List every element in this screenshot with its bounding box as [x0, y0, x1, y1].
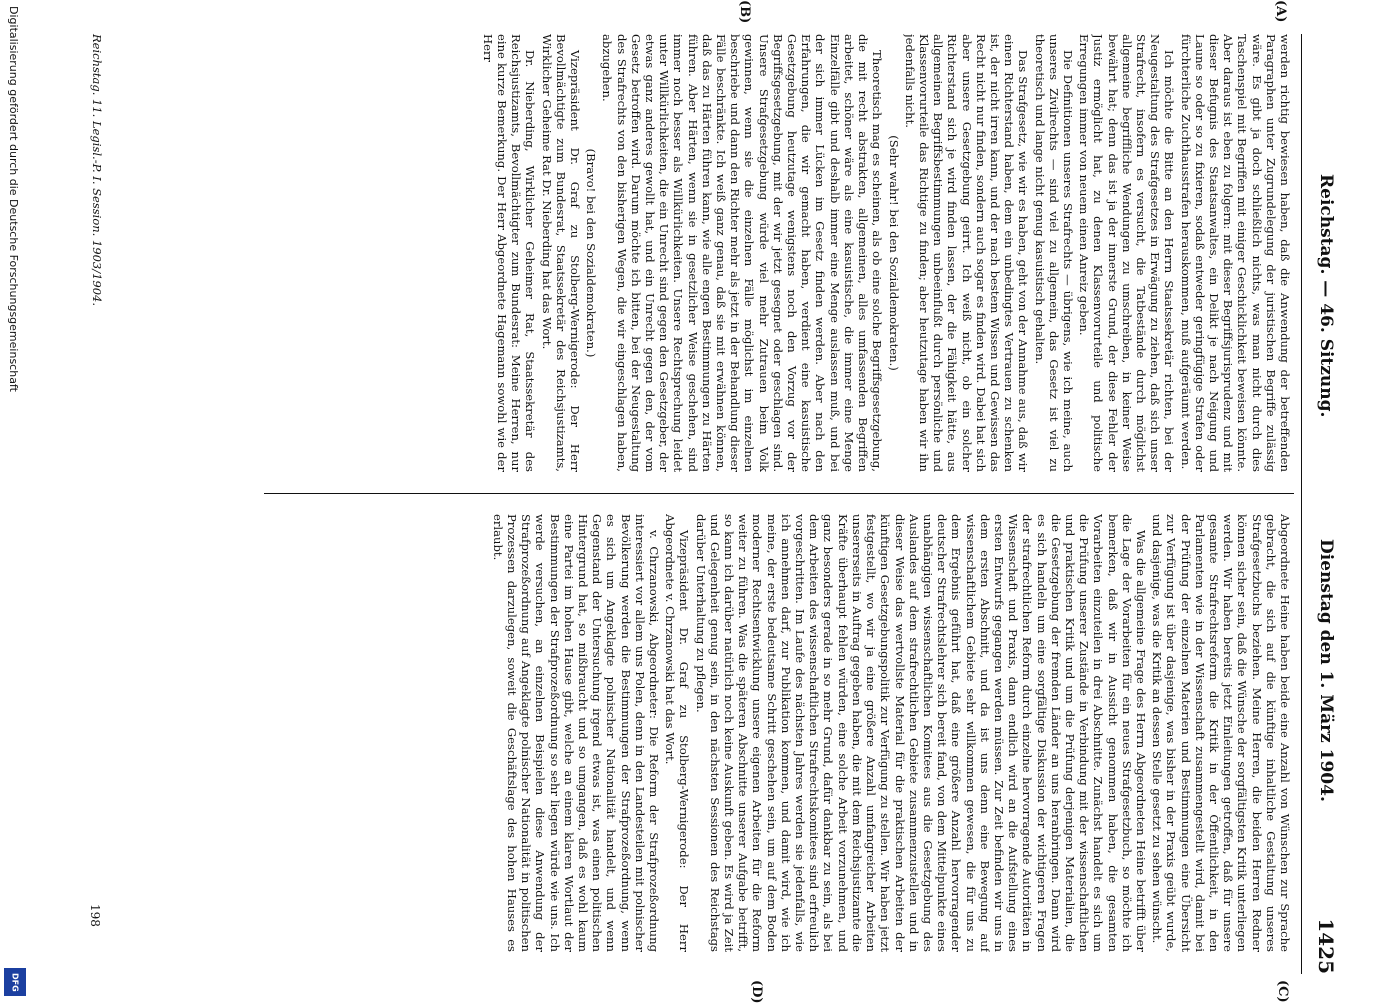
speaker-paragraph: Dr. Nieberding, Wirklicher Geheimer Rat, Staatssekretär des Reichsjustizamts, Bevollmächtigter zum Bundesrat: Meine Herren, nur eine kurze Bemerkung. Der Herr Abgeordnete Hagemann sowohl wie der Herr: [480, 34, 538, 472]
margin-marker-d: (D): [749, 980, 764, 1004]
paragraph: werden richtig bewiesen haben, daß die Anwendung der betreffenden Paragraphen unter Zugrundelegung der juristischen Begriffe zulässig wäre. Es gibt ja doch schließlich nichts, was man nicht durch dies Taschenspiel mit Begriffen mit einiger Geschicklichkeit beweisen könnte. Aber daraus ist eben zu folgern: mit dieser Begriffsjurisprudenz und mit dieser Befugnis des Staatsanwaltes, ein Delikt je nach Neigung und Laune so oder so zu fixieren, sodaß entweder geringfügige Strafen oder fürchterliche Zuchthausstrafen herauskommen, muß aufgeräumt werden.: [1178, 34, 1292, 472]
paragraph: Ich möchte die Bitte an den Herrn Staatssekretär richten, bei der Neugestaltung des Strafgesetzes in Erwägung zu ziehen, daß sich unser Strafrecht, insofern es versucht, die Tatbestände durch möglichst allgemeine begriffliche Wendungen zu umschreiben, in keiner Weise bewährt hat; denn das ist ja der innerste Grund, der diese Fehler der Justiz ermöglicht hat, zu denen Klassenvorurteile und politische Erregungen immer von neuem einen Anreiz geben.: [1077, 34, 1177, 472]
header-page-number: 1425: [1314, 918, 1338, 974]
footer-session: Reichstag. 11. Legisl.-P. I. Session. 1903/1904.: [90, 34, 104, 307]
margin-marker-b: (B): [737, 0, 752, 24]
paragraph: Was die allgemeine Frage des Herrn Abgeordneten Heine betrifft über die Lage der Vorarbeiten für ein neues Strafgesetzbuch, so möchte ich bemerken, daß wir in Aussicht genommen haben, die gesamten Vorarbeiten einzuteilen in drei Abschnitte. Zunächst handelt es sich um die Prüfung unserer Zustände in Verbindung mit der wissenschaftlichen und praktischen Kritik und um die Prüfung derjenigen Materialien, die die Gesetzgebung der fremden Länder an uns heranbringen. Dann wird es sich handeln um eine sorgfältige Diskussion der wichtigeren Fragen der strafrechtlichen Reform durch einzelne hervorragende Autoritäten in Wissenschaft und Praxis, dann endlich wird an die Aufstellung eines ersten Entwurfs gegangen werden müssen. Zur Zeit befinden wir uns in dem ersten Abschnitt, und da ist uns denn eine Bewegung auf wissenschaftlichem Gebiete sehr willkommen gewesen, die für uns zu dem Ergebnis geführt hat, daß eine größere Anzahl hervorragender deutscher Strafrechtslehrer sich bereit fand, von dem Mittelpunkte eines unabhängigen wissenschaftlichen Komitees aus die Gesetzgebung des Auslandes auf dem strafrechtlichen Gebiete zusammenzustellen und in dieser Weise das wertvollste Material für die praktischen Arbeiten der künftigen Gesetzgebungspolitik zur Verfügung zu stellen. Wir haben jetzt festgestellt, wo wir ja eine größere Anzahl umfangreicher Arbeiten unsererseits in Auftrag gegeben haben, die mit dem Reichsjustizamte die Kräfte überhaupt fehlen würden, eine solche Arbeit vorzunehmen, und ganz besonders gerade in so mehr Grund, dafür dankbar zu sein, als bei dem Arbeiten des wissenschaftlichen Strafrechtskomitees sind erfreulich vorgeschritten. Im Laufe des nächsten Jahres werden sie jedenfalls, wie ich annehmen darf, zur Publikation kommen, und damit wird, wie ich meine, der erste bedeutsame Schritt geschehen sein, um auf dem Boden moderner Rechtsentwicklung unsere eigenen Arbeiten für die Reform weiter zu führen. Was die späteren Abschnitte unserer Aufgabe betrifft, so kann ich darüber natürlich noch keine Auskunft geben. Es wird ja Zeit und Gelegenheit genug sein, in den nächsten Sessionen des Reichstags darüber Unterhaltung zu pflegen.: [693, 514, 1148, 952]
paragraph: Das Strafgesetz, wie wir es haben, geht von der Annahme aus, daß wir einen Richterstand haben, dem ein unbedingtes Vertrauen zu schenken ist, der nicht irren kann, und der nach bestem Wissen und Gewissen das Recht nicht nur finden, sondern auch sogar es finden wird. Dabei hat sich aber unsere Gesetzgebung geirrt. Ich weiß nicht, ob ein solcher Richterstand sich je wird finden lassen, der die Fähigkeit hätte, aus allgemeinen Begriffsbestimmungen unbeeinflußt durch persönliche und Klassenvorurteile das Richtige zu finden; aber heutzutage haben wir ihn jedenfalls nicht.: [902, 34, 1031, 472]
margin-marker-a: (A): [1273, 0, 1288, 23]
right-column: [107, 514, 1292, 952]
column-divider: [264, 493, 1294, 494]
speaker-paragraph: Vizepräsident Dr. Graf zu Stolberg-Wernigerode: Der Herr Abgeordnete v. Chrzanowski hat das Wort.: [663, 514, 692, 952]
paragraph: Abgeordnete Heine haben beide eine Anzahl von Wünschen zur Sprache gebracht, die sich auf die künftige inhaltliche Gestaltung unseres Strafgesetzbuchs beziehen. Meine Herren, die beiden Herren Redner können sicher sein, daß die Wünsche der sorgfältigsten Kritik unterliegen werden. Wir haben bereits jetzt Einleitungen getroffen, daß für unsere gesamte Strafrechtsreform die Kritik in der Öffentlichkeit, in den Parlamenten wie in der Wissenschaft zusammengestellt wird, damit bei der Prüfung der einzelnen Materien und Bestimmungen eine Übersicht zur Verfügung ist über dasjenige, was bisher in der Praxis geübt wurde, und dasjenige, was die Kritik an dessen Stelle gesetzt zu sehen wünscht.: [1150, 514, 1292, 952]
interjection: (Bravo! bei den Sozialdemokraten.): [584, 148, 599, 358]
left-column: [107, 34, 1292, 472]
funding-note: Digitalisierung gefördert durch die Deutsche Forschungsgemeinschaft: [7, 6, 20, 392]
interjection: (Sehr wahr! bei den Sozialdemokraten.): [886, 135, 901, 371]
paragraph: Theoretisch mag es scheinen, als ob eine solche Begriffsgesetzgebung, die mit recht abstrakten, allgemeinen, alles umfassenden Begriffen arbeitet, schöner wäre als eine kasuistische, die immer eine Menge Einzelfälle gibt und deshalb immer eine Menge auslassen muß, und bei der sich immer Lücken im Gesetz finden werden. Aber nach den Erfahrungen, die wir gemacht haben, verdient eine kasuistische Gesetzgebung heutzutage wenigstens noch den Vorzug vor der Begriffsgesetzgebung, mit der wir jetzt gesegnet oder geschlagen sind. Unsere Strafgesetzgebung würde viel mehr Zutrauen beim Volk gewinnen, wenn sie die einzelnen Fälle möglichst im einzelnen beschriebe und dann den Richter mehr als jetzt in der Behandlung dieser Fälle beschränkte. Ich weiß ganz genau, daß sie mit erwähnen können, daß das zu Härten führen kann, wie alle engen Bestimmungen zu Härten führen. Aber Härten, wenn sie in gesetzlicher Weise geschehen, sind immer noch besser als Willkürlichkeiten. Unsere Rechtsprechung leidet unter Willkürlichkeiten, die ein Unrecht sind gegen den Gesetzgeber, der etwas ganz anderes gewollt hat, und ein Unrecht gegen den, der vom Gesetz betroffen wird. Darum möchte ich bitten, bei der Neugestaltung des Strafrechts von den bisherigen Wegen, die wir eingeschlagen haben, abzugehen.: [600, 34, 885, 472]
paragraph: Die Definitionen unseres Strafrechts — übrigens, wie ich meine, auch unseres Zivilrechts — sind viel zu allgemein, das Gesetz ist viel zu theoretisch und lange nicht genug kasuistisch gehalten.: [1032, 34, 1075, 472]
dfg-logo: DFG: [4, 968, 26, 996]
footer-page-number: 198: [88, 904, 102, 927]
header-left-title: Reichstag. — 46. Sitzung.: [1316, 174, 1336, 418]
margin-marker-c: (C): [1275, 980, 1290, 1003]
newspaper-page: [52, 0, 1342, 1004]
speaker-paragraph: v. Chrzanowski, Abgeordneter: Die Reform der Strafprozeßordnung interessiert vor allem uns Polen, denn in den Landesteilen mit polnischer Bevölkerung werden die Bestimmungen der Strafprozeßordnung, wenn es sich um Angeklagte polnischer Nationalität handelt, und wenn Gegenstand der Untersuchung irgend etwas ist, was einen politischen Hintergrund hat, so mißbraucht und so umgangen, daß es wohl kaum eine Partei im hohen Hause gibt, welche an einem klaren Wortlaut der Bestimmungen der Strafprozeßordnung so sehr liegen würde wie uns. Ich werde versuchen, an einzelnen Beispielen diese Anwendung der Strafprozeßordnung auf Angeklagte polnischer Nationalität in politischen Prozessen darzulegen, soweit die Geschäftslage des hohen Hauses es erlaubt.: [490, 514, 662, 952]
page-header: [1301, 34, 1342, 974]
header-right-title: Dienstag den 1. März 1904.: [1316, 539, 1336, 802]
speaker-paragraph: Vizepräsident Dr. Graf zu Stolberg-Wernigerode: Der Herr Bevollmächtigte zum Bundesrat, Staatssekretär des Reichsjustizamts, Wirklicher Geheime Rat Dr. Nieberding hat das Wort.: [539, 34, 583, 472]
